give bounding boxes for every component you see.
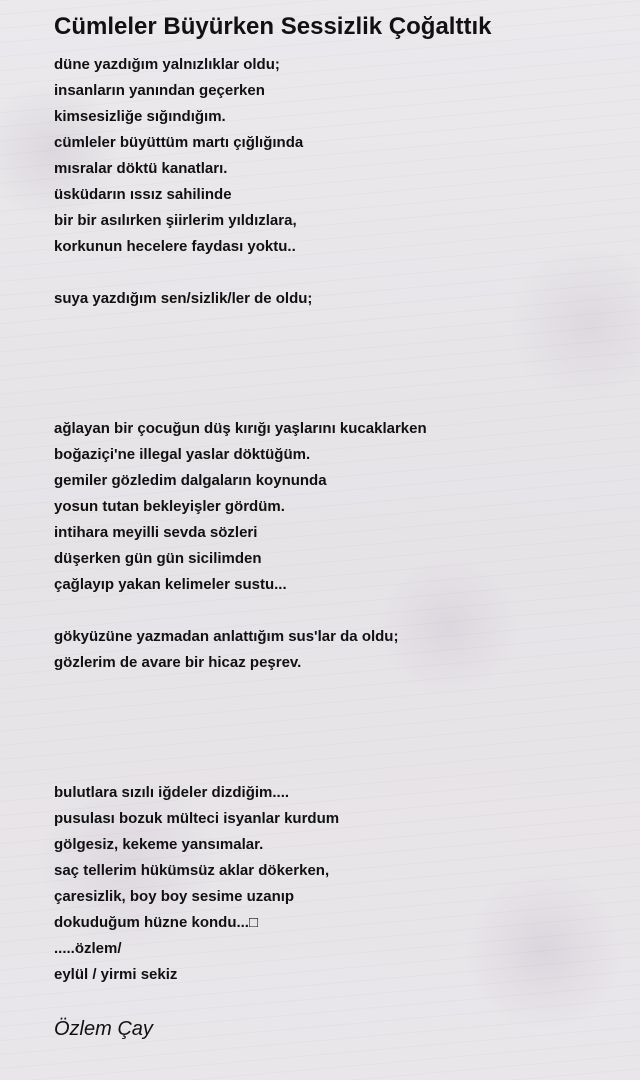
poem-line: üsküdarın ıssız sahilinde [54,186,232,203]
poem-body [54,52,614,988]
poem-line: dokuduğum hüzne kondu...□ [54,914,259,931]
poem-line: gemiler gözledim dalgaların koynunda [54,472,327,489]
poem-line: yosun tutan bekleyişler gördüm. [54,498,285,515]
poem-line: insanların yanından geçerken [54,82,265,99]
poem-line: suya yazdığım sen/sizlik/ler de oldu; [54,290,313,307]
poem-line: pusulası bozuk mülteci isyanlar kurdum [54,810,340,827]
poem-line: eylül / yirmi sekiz [54,966,178,983]
poem-line: mısralar döktü kanatları. [54,160,228,177]
stanza-gap [54,598,614,624]
stanza-gap [54,390,614,416]
stanza-gap [54,754,614,780]
poem-line: boğaziçi'ne illegal yaslar döktüğüm. [54,446,311,463]
stanza-5 [54,780,614,988]
poem-author: Özlem Çay [54,1018,153,1040]
stanza-4 [54,624,614,676]
poem-line: kimsesizliğe sığındığım. [54,108,226,125]
stanza-3 [54,416,614,598]
poem-line: gölgesiz, kekeme yansımalar. [54,836,264,853]
poem-line: bir bir asılırken şiirlerim yıldızlara, [54,212,297,229]
poem-line: .....özlem/ [54,940,122,957]
stanza-1 [54,52,614,260]
poem-line: intihara meyilli sevda sözleri [54,524,258,541]
stanza-gap [54,312,614,390]
poem-line: bulutlara sızılı iğdeler dizdiğim.... [54,784,290,801]
poem-line: çağlayıp yakan kelimeler sustu... [54,576,287,593]
poem-line: düşerken gün gün sicilimden [54,550,262,567]
poem-line: korkunun hecelere faydası yoktu.. [54,238,296,255]
poem-line: cümleler büyüttüm martı çığlığında [54,134,304,151]
poem-line: ağlayan bir çocuğun düş kırığı yaşlarını kucaklarken [54,420,427,437]
poem-line: gökyüzüne yazmadan anlattığım sus'lar da oldu; [54,628,399,645]
stanza-gap [54,676,614,754]
poem-line: çaresizlik, boy boy sesime uzanıp [54,888,295,905]
poem-line: gözlerim de avare bir hicaz peşrev. [54,654,302,671]
stanza-2 [54,286,614,312]
poem-line: saç tellerim hükümsüz aklar dökerken, [54,862,330,879]
poem-title: Cümleler Büyürken Sessizlik Çoğalttık [54,13,492,40]
poem-line: düne yazdığım yalnızlıklar oldu; [54,56,280,73]
stanza-gap [54,260,614,286]
